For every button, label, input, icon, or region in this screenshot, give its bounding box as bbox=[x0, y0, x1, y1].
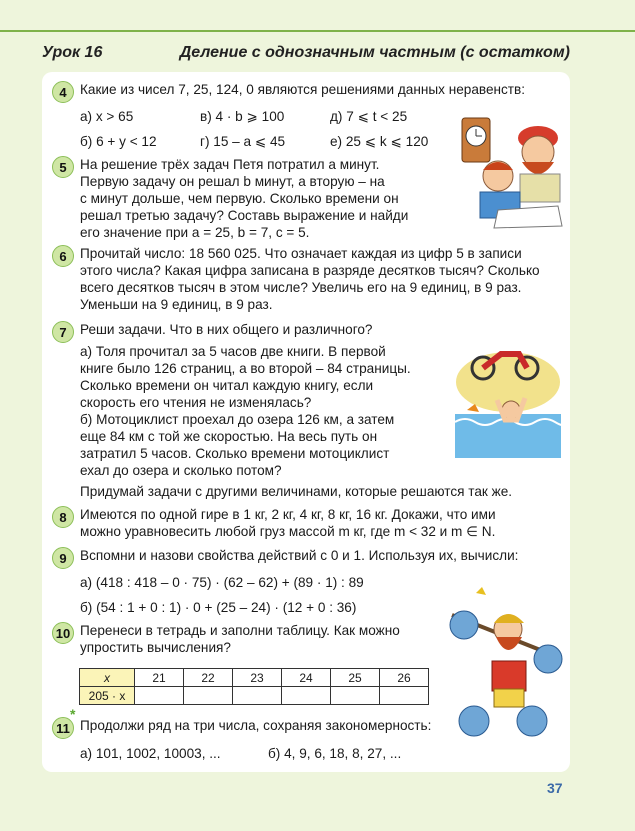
table-cell: 23 bbox=[233, 669, 282, 687]
table-cell: 26 bbox=[380, 669, 429, 687]
task-text: еще 84 км с той же скоростью. На весь путь он bbox=[80, 429, 378, 444]
task-number: 6 bbox=[52, 245, 74, 267]
task-text: скорость его чтения не изменялась? bbox=[80, 395, 312, 410]
table-cell: 24 bbox=[282, 669, 331, 687]
table-cell bbox=[331, 687, 380, 705]
inequality: в) 4 · b ⩾ 100 bbox=[200, 109, 285, 124]
table-header-cell: x bbox=[80, 669, 135, 687]
task-text: Перенеси в тетрадь и заполни таблицу. Как можно bbox=[80, 623, 400, 638]
table-cell bbox=[184, 687, 233, 705]
sequence: б) 4, 9, 6, 18, 8, 27, ... bbox=[268, 746, 402, 761]
table-row bbox=[80, 687, 429, 705]
table-cell bbox=[233, 687, 282, 705]
task-text: можно уравновесить любой груз массой m кг, где m < 32 и m ∈ N. bbox=[80, 524, 496, 539]
strongman-illustration bbox=[446, 585, 566, 745]
lesson-title: Деление с однозначным частным (с остатком) bbox=[179, 44, 570, 61]
star-mark: * bbox=[70, 706, 76, 722]
sequence: а) 101, 1002, 10003, ... bbox=[80, 746, 221, 761]
task-text: ехал до озера и сколько потом? bbox=[80, 463, 282, 478]
page-number: 37 bbox=[547, 780, 563, 796]
task-text: Какие из чисел 7, 25, 124, 0 являются решениями данных неравенств: bbox=[80, 82, 526, 97]
table-cell: 21 bbox=[135, 669, 184, 687]
table-cell: 22 bbox=[184, 669, 233, 687]
inequality: г) 15 – a ⩽ 45 bbox=[200, 134, 286, 149]
task-text: Придумай задачи с другими величинами, которые решаются так же. bbox=[80, 484, 513, 499]
expression: б) (54 : 1 + 0 : 1) · 0 + (25 – 24) · (12 + 0 : 36) bbox=[80, 600, 357, 615]
task-number: 8 bbox=[52, 506, 74, 528]
task-text: его значение при a = 25, b = 7, c = 5. bbox=[80, 225, 310, 240]
task-text: Продолжи ряд на три числа, сохраняя закономерность: bbox=[80, 718, 432, 733]
task-text: Имеются по одной гире в 1 кг, 2 кг, 4 кг, 8 кг, 16 кг. Докажи, что ими bbox=[80, 507, 496, 522]
task-number: 4 bbox=[52, 81, 74, 103]
expression: а) (418 : 418 – 0 · 75) · (62 – 62) + (89 · 1) : 89 bbox=[80, 575, 364, 590]
task-text: упростить вычисления? bbox=[80, 640, 231, 655]
motorcycle-lake-illustration bbox=[453, 340, 563, 458]
kids-study-illustration bbox=[458, 110, 566, 230]
task-text: На решение трёх задач Петя потратил a минут. bbox=[80, 157, 380, 172]
task-text: книге было 126 страниц, а во второй – 84 страницы. bbox=[80, 361, 411, 376]
task-text: Вспомни и назови свойства действий с 0 и 1. Используя их, вычисли: bbox=[80, 548, 519, 563]
table-cell bbox=[282, 687, 331, 705]
task-number: 9 bbox=[52, 547, 74, 569]
task-text: Прочитай число: 18 560 025. Что означает каждая из цифр 5 в записи bbox=[80, 246, 522, 261]
table-header-cell: 205 · x bbox=[80, 687, 135, 705]
task-text: затратил 5 часов. Сколько времени мотоциклист bbox=[80, 446, 390, 461]
inequality: а) x > 65 bbox=[80, 109, 134, 124]
task-number: 7 bbox=[52, 321, 74, 343]
task-text: этого числа? Какая цифра записана в разряде десятков тысяч? Сколько bbox=[80, 263, 540, 278]
table-row bbox=[80, 669, 429, 687]
task-text: решал третью задачу? Составь выражение и найди bbox=[80, 208, 409, 223]
task-text: Реши задачи. Что в них общего и различного? bbox=[80, 322, 373, 337]
table-cell bbox=[380, 687, 429, 705]
task-number: 10 bbox=[52, 622, 74, 644]
inequality: д) 7 ⩽ t < 25 bbox=[330, 109, 408, 124]
task-text: а) Толя прочитал за 5 часов две книги. В первой bbox=[80, 344, 386, 359]
task-number: 11 bbox=[52, 717, 74, 739]
lesson-number: Урок 16 bbox=[42, 44, 103, 61]
calc-table bbox=[79, 668, 429, 705]
task-text: б) Мотоциклист проехал до озера 126 км, а затем bbox=[80, 412, 395, 427]
table-cell bbox=[135, 687, 184, 705]
task-text: Уменьши на 9 единиц, в 9 раз. bbox=[80, 297, 273, 312]
task-text: c минут дольше, чем первую. Сколько времени он bbox=[80, 191, 399, 206]
task-number: 5 bbox=[52, 156, 74, 178]
inequality: е) 25 ⩽ k ⩽ 120 bbox=[330, 134, 429, 149]
top-rule bbox=[0, 30, 635, 32]
task-text: Сколько времени он читал каждую книгу, если bbox=[80, 378, 374, 393]
task-text: Первую задачу он решал b минут, а вторую – на bbox=[80, 174, 385, 189]
inequality: б) 6 + y < 12 bbox=[80, 134, 157, 149]
table-cell: 25 bbox=[331, 669, 380, 687]
lesson-header bbox=[42, 40, 570, 66]
task-text: всего десятков тысяч в этом числе? Увеличь его на 9 единиц, в 9 раз. bbox=[80, 280, 522, 295]
